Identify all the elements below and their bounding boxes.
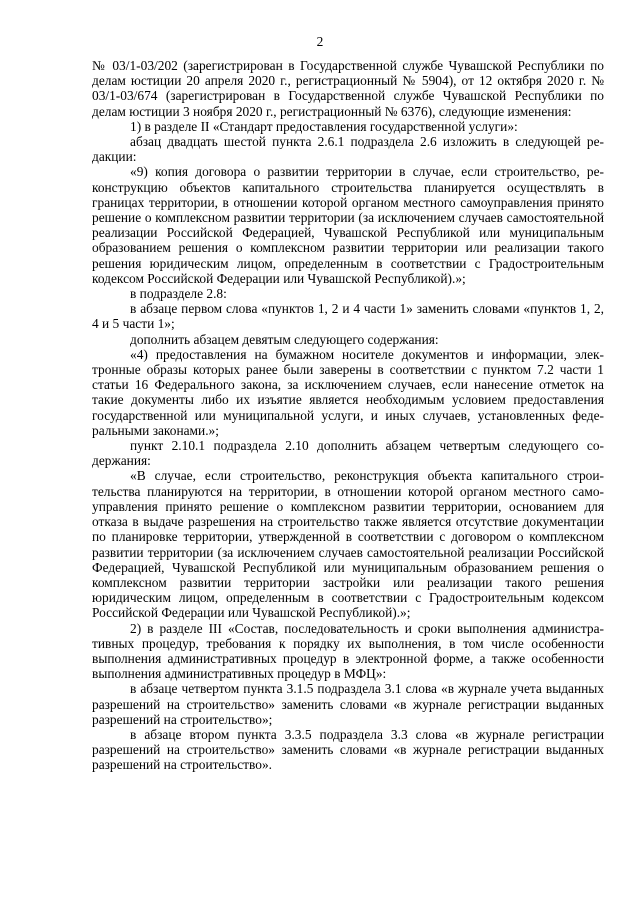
paragraph-quote-4: «4) предоставления на бумажном носителе документов и информации, электронные образы которых ранее были заверены в соответствии с пунктом 7.2 части 1 статьи 16 Федерального закона, за исключением случаев, если нанесение отметок на такие документы либо их изъятие является необходимым условием предоставления государственной или муниципальной услуги, и иных случаев, установленных федеральными законами.»; [92,346,604,438]
paragraph-item-2-6-1: абзац двадцать шестой пункта 2.6.1 подраздела 2.6 изложить в следующей редакции: [92,134,604,165]
page-number: 2 [316,34,324,49]
document-body [92,58,604,773]
paragraph-quote-construction: «В случае, если строительство, реконструкция объекта капитального строительства планируются на территории, в отношении которой органом местного самоуправления принято решение о комплексном развитии территории, основанием для отказа в выдаче разрешения на строительство также является отсутствие документации по планировке территории, утвержденной в соответствии с договором о комплексном развитии территории (за исключением случаев самостоятельной реализации Российской Федерацией, Чувашской Республикой или муниципальным образованием решения о комплексном развитии территории застройки или реализации такого решения юридическим лицом, определенным в соответствии с Градостроительным кодексом Российской Федерации или Чувашской Республикой).»; [92,468,604,621]
paragraph-add-ninth: дополнить абзацем девятым следующего содержания: [130,331,439,347]
paragraph-item-2-10-1: пункт 2.10.1 подраздела 2.10 дополнить абзацем четвертым следующего содержания: [92,438,604,469]
paragraph-continuation: № 03/1-03/202 (зарегистрирован в Государственной службе Чувашской Республики по делам юстиции 20 апреля 2020 г., регистрационный № 5904), от 12 октября 2020 г. № 03/1-03/674 (зарегистрирован в Государственной службе Чувашской Республики по делам юстиции 3 ноября 2020 г., регистрационный № 6376), следующие изменения: [92,58,604,119]
paragraph-subsection-2-8: в подразделе 2.8: [130,286,227,302]
paragraph-section-2: 1) в разделе II «Стандарт предоставления государственной услуги»: [130,118,518,134]
paragraph-section-3: 2) в разделе III «Состав, последовательность и сроки выполнения административных процедур, требования к порядку их выполнения, в том числе особенности выполнения административных процедур в электронной форме, а также особенности выполнения административных процедур в МФЦ»: [92,620,604,682]
paragraph-quote-9: «9) копия договора о развитии территории в случае, если строительство, реконструкцию объектов капитального строительства планируется осуществлять в границах территории, в отношении которой органом местного самоуправления принято решение о комплексном развитии территории (за исключением случаев самостоятельной реализации Российской Федерацией, Чувашской Республикой или муниципальным образованием решения о комплексном развитии территории или реализации такого решения юридическим лицом, определенным в соответствии с Градостроительным кодексом Российской Федерации или Чувашской Республикой).»; [92,164,604,286]
paragraph-replace-words: в абзаце первом слова «пунктов 1, 2 и 4 части 1» заменить словами «пунктов 1, 2, 4 и 5 части 1»; [92,301,604,332]
paragraph-item-3-3-5: в абзаце втором пункта 3.3.5 подраздела 3.3 слова «в журнале регистрации разрешений на строительство» заменить словами «в журнале регистрации выданных разрешений на строительство». [92,726,604,773]
paragraph-item-3-1-5: в абзаце четвертом пункта 3.1.5 подраздела 3.1 слова «в журнале учета выданных разрешений на строительство» заменить словами «в журнале регистрации выданных разрешений на строительство»; [92,681,604,727]
